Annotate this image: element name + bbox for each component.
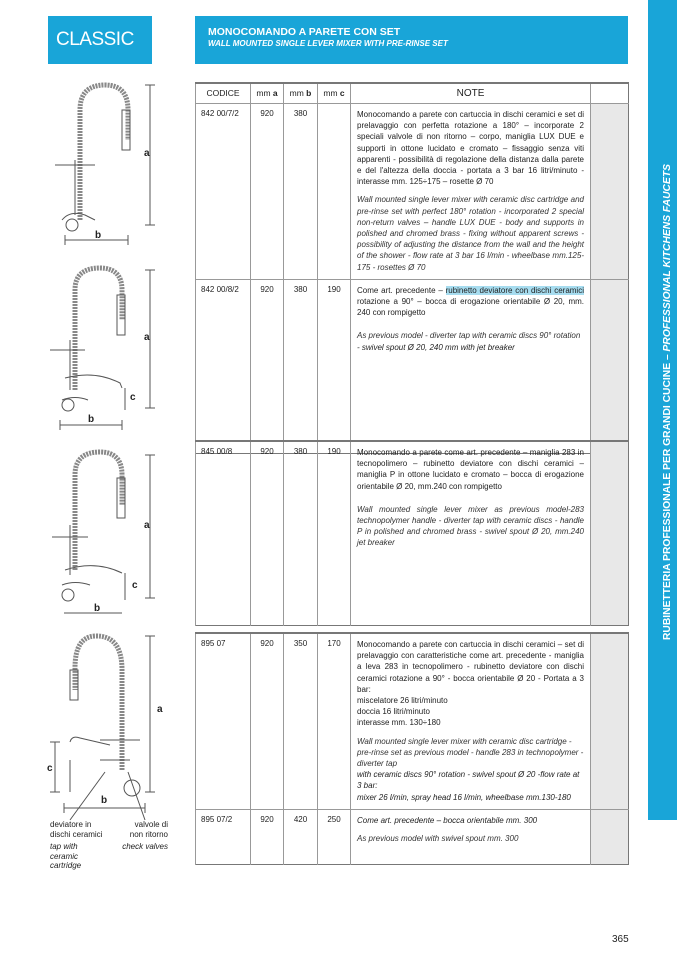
dim-a-label: a (157, 704, 163, 715)
note-it: Come art. precedente – bocca orientabile mm. 300 (357, 815, 538, 825)
page-number: 365 (612, 934, 629, 945)
gray-cell (591, 104, 629, 280)
note-en-2: - swivel spout Ø 20, 240 mm with jet breaker (357, 342, 515, 352)
dim-c-label: c (47, 763, 53, 774)
gray-cell (591, 441, 629, 626)
row-a: 920 (251, 809, 284, 864)
gray-cell (591, 809, 629, 864)
table-row (196, 441, 629, 626)
dim-c-label: c (132, 580, 138, 591)
faucet-drawing-4 (50, 636, 155, 820)
note-it: Monocomando a parete come art. precedente – maniglia 283 in tecnopolimero – rubinetto deviatore con dischi ceramici – maniglia P in ottone lucidato e cromato – bocca di erogazione orientabile Ø 20, mm.240 con rompigetto (357, 448, 584, 491)
row-b: 420 (284, 809, 318, 864)
side-band (648, 0, 677, 820)
product-table-2 (195, 440, 629, 626)
gray-cell (591, 633, 629, 809)
row-note (351, 441, 591, 626)
note-en: As previous model with swivel spout mm. 300 (357, 834, 519, 844)
row-c (318, 104, 351, 280)
note-it: Come art. precedente – rubinetto deviatore con dischi ceramici rotazione a 90° – bocca di erogazione orientabile Ø 20, mm. 240 con rompigetto (357, 285, 584, 318)
row-note (351, 633, 591, 809)
row-code: 842 00/8/2 (196, 279, 251, 453)
faucet-drawing-3 (52, 452, 155, 613)
row-code: 842 00/7/2 (196, 104, 251, 280)
category-label: CLASSIC (48, 16, 152, 64)
col-mm-b: mm b (284, 83, 318, 104)
note-it-line: interasse mm. 130÷180 (357, 718, 441, 728)
note-en: As previous model - diverter tap with ceramic discs 90° rotation (357, 331, 581, 341)
note-en: Wall mounted single lever mixer as previous model-283 technopolymer handle - diverter tap with ceramic discs - handle P in polished and chromed brass - swivel spout Ø 20, mm.240 jet breaker (357, 504, 584, 548)
note-en-3: mixer 26 l/min, spray head 16 l/min, wheelbase mm.130-180 (357, 792, 571, 802)
dim-b-label: b (101, 795, 108, 806)
dim-b-label: b (94, 603, 101, 614)
row-code: 895 07/2 (196, 809, 251, 864)
row-c: 250 (318, 809, 351, 864)
faucet-drawing-1 (55, 85, 155, 245)
callout-check-valves-en: check valves (122, 842, 168, 851)
row-note (351, 279, 591, 453)
row-b: 380 (284, 279, 318, 453)
note-it-line: miscelatore 26 litri/minuto (357, 696, 448, 706)
note-en: Wall mounted single lever mixer with ceramic disc cartridge - pre-rinse set as previous model - handle 283 in technopolymer - diverter tap (357, 736, 584, 769)
table-row (196, 104, 629, 280)
dim-a-label: a (144, 332, 150, 343)
side-text-it: RUBINETTERIA PROFESSIONALE PER GRANDI CUCINE – (662, 351, 673, 640)
row-b: 350 (284, 633, 318, 809)
row-b: 380 (284, 441, 318, 626)
dim-b-label: b (95, 230, 102, 241)
callout-check-valves-it: valvole di non ritorno (129, 820, 168, 839)
row-a: 920 (251, 104, 284, 280)
dim-a-label: a (144, 520, 150, 531)
page-title: MONOCOMANDO A PARETE CON SET (208, 26, 401, 38)
table-row (196, 279, 629, 453)
dim-b-label: b (88, 414, 95, 425)
row-a: 920 (251, 279, 284, 453)
col-code: CODICE (196, 83, 251, 104)
row-a: 920 (251, 633, 284, 809)
note-it: Monocomando a parete con cartuccia in dischi ceramici – set di prelavaggio con caratteristiche come art. precedente - maniglia a leva 283 in tecnopolimero - rubinetto deviatore con dischi ceramici rotazione a 90° - bocca orientabile Ø 20 - Portata a 3 bar: (357, 640, 584, 694)
row-a: 920 (251, 441, 284, 626)
row-note (351, 809, 591, 864)
dim-a-label: a (144, 148, 150, 159)
row-code: 845 00/8 (196, 441, 251, 626)
note-it: Monocomando a parete con cartuccia in dischi ceramici e set di prelavaggio con perfetta rotazione a 180° – incorporate 2 speciali valvole di non ritorno – corpo, maniglia LUX DUE e supporti in ottone lucidato e cromato – fissaggio senza viti apparenti - possibilità di regolazione della distanza dalla parete e del l'altezza della doccia - portata a 3 bar 16 litri/minuto -interasse mm. 125÷175 – rosette Ø 70 (357, 110, 584, 187)
product-table-1 (195, 82, 629, 454)
side-text-en: PROFESSIONAL KITCHENS FAUCETS (662, 164, 673, 352)
row-code: 895 07 (196, 633, 251, 809)
row-c: 190 (318, 279, 351, 453)
row-c: 190 (318, 441, 351, 626)
table-row (196, 809, 629, 864)
row-c: 170 (318, 633, 351, 809)
dim-c-label: c (130, 392, 136, 403)
callout-diverter-en: tap with ceramic cartridge (50, 842, 82, 870)
callout-diverter-it: deviatore in dischi ceramici (50, 820, 103, 839)
faucet-drawing-2 (50, 268, 155, 430)
col-mm-c: mm c (318, 83, 351, 104)
note-en-2: with ceramic discs 90° rotation - swivel spout Ø 20 -flow rate at 3 bar: (357, 770, 580, 791)
title-bar (195, 16, 628, 64)
faucet-drawings (0, 0, 195, 900)
note-it-line: doccia 16 litri/minuto (357, 707, 430, 717)
col-note: NOTE (351, 83, 591, 104)
col-mm-a: mm a (251, 83, 284, 104)
row-b: 380 (284, 104, 318, 280)
side-band-text (662, 164, 673, 640)
row-note (351, 104, 591, 280)
note-en: Wall mounted single lever mixer with ceramic disc cartridge and pre-rinse set with perfect 180° rotation - incorporated 2 special non-return valves – handle LUX DUE - body and supports in polished and chromed brass - fixing without apparent screws - possibility of adjusting the distance from the wall and the height of the shower - flow rate at 3 bar 16 l/min - wheelbase mm.125-175 - rosettes Ø 70 (357, 195, 584, 272)
table-row (196, 633, 629, 809)
gray-cell (591, 279, 629, 453)
page-subtitle: WALL MOUNTED SINGLE LEVER MIXER WITH PRE-RINSE SET (208, 39, 448, 48)
highlighted-text: rubinetto deviatore con dischi ceramici (445, 285, 584, 295)
col-blank (591, 83, 629, 104)
product-table-3 (195, 632, 629, 865)
